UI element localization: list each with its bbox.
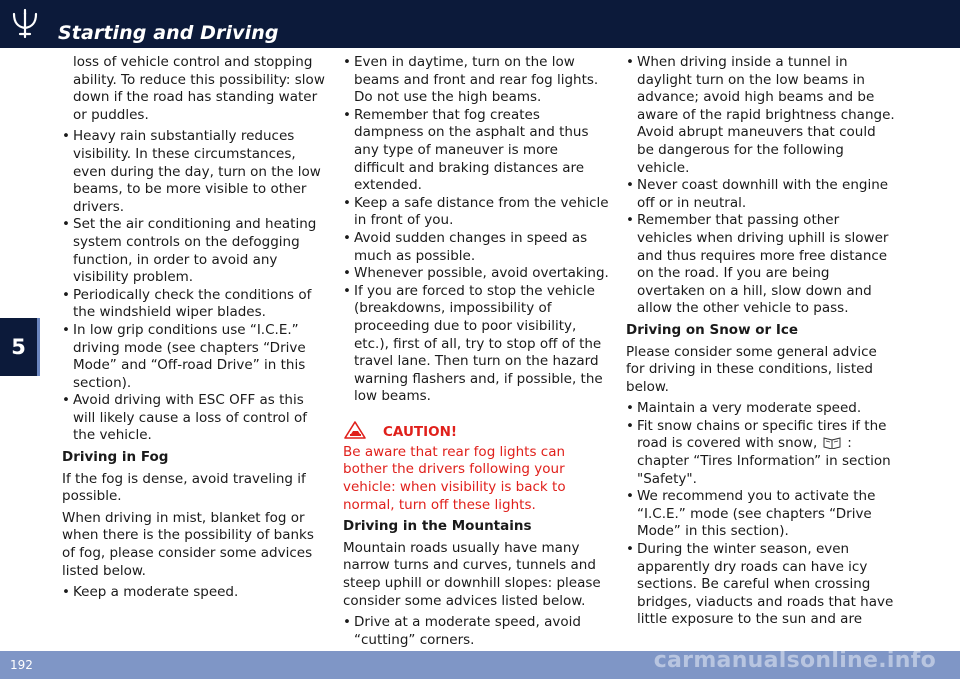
fog-bullet-list — [62, 584, 327, 602]
snow-chains-text: Fit snow chains or specific tires if the road is covered with snow, — [637, 417, 887, 452]
mountain-heading: Driving in the Mountains — [343, 518, 532, 535]
column-1 — [62, 54, 327, 606]
continued-paragraph: loss of vehicle control and stopping ability. To reduce this possibility: slow down if the road has standing water or puddles. — [73, 54, 325, 123]
snow-chains-ref-text: : chapter “Tires Information” in section "Safety". — [637, 435, 891, 487]
snow-heading: Driving on Snow or Ice — [626, 321, 799, 338]
watermark-text: carmanualsonline.info — [653, 648, 936, 673]
list-item: • In low grip conditions use “I.C.E.” driving mode (see chapters “Drive Mode” and “Off-road Drive” in this section). — [62, 322, 327, 392]
list-item: • Remember that fog creates dampness on the asphalt and thus any type of maneuver is more difficult and braking distances are extended. — [343, 107, 611, 195]
list-item: • If you are forced to stop the vehicle (breakdowns, impossibility of proceeding due to poor visibility, etc.), first of all, try to stop off of the travel lane. Then turn on the hazard warning flashers and, if possible, the low beams. — [343, 283, 611, 406]
list-item: • Avoid driving with ESC OFF as this will likely cause a loss of control of the vehicle. — [62, 392, 327, 445]
mountain-advice-list — [626, 54, 896, 318]
list-item: • Remember that passing other vehicles when driving uphill is slower and thus requires more free distance on the road. If you are being overtaken on a hill, slow down and allow the other vehicle to pass. — [626, 212, 896, 318]
list-item: • Never coast downhill with the engine off or in neutral. — [626, 177, 896, 212]
column-2 — [343, 54, 611, 653]
snow-paragraph: Please consider some general advice for driving in these conditions, listed below. — [626, 343, 877, 395]
caution-text: Be aware that rear fog lights can bother the drivers following your vehicle: when visibility is back to normal, turn off these lights. — [343, 443, 566, 513]
list-item: • Heavy rain substantially reduces visibility. In these circumstances, even during the day, turn on the low beams, to be more visible to other drivers. — [62, 128, 327, 216]
list-item: • Set the air conditioning and heating system controls on the defogging function, in order to avoid any visibility problem. — [62, 216, 327, 286]
mountain-bullet-list — [343, 614, 611, 649]
list-item — [626, 418, 896, 488]
list-item: • Periodically check the conditions of the windshield wiper blades. — [62, 287, 327, 322]
fog-heading: Driving in Fog — [62, 449, 169, 466]
mountain-paragraph: Mountain roads usually have many narrow turns and curves, tunnels and steep uphill or downhill slopes: please consider some advices listed below. — [343, 539, 601, 609]
caution-heading — [343, 420, 611, 442]
page-number: 192 — [10, 658, 33, 672]
list-item: • Maintain a very moderate speed. — [626, 400, 896, 418]
list-item: • Keep a moderate speed. — [62, 584, 327, 602]
chapter-tab[interactable]: 5 — [0, 318, 40, 376]
list-item: • During the winter season, even apparently dry roads can have icy sections. Be careful when crossing bridges, viaducts and roads that have little exposure to the sun and are — [626, 541, 896, 629]
car-warning-icon — [343, 420, 377, 442]
list-item: • We recommend you to activate the “I.C.E.” mode (see chapters “Drive Mode” in this section). — [626, 488, 896, 541]
page-header — [0, 0, 960, 48]
list-item: • Whenever possible, avoid overtaking. — [343, 265, 611, 283]
trident-logo-icon — [8, 8, 42, 40]
list-item: • Keep a safe distance from the vehicle in front of you. — [343, 195, 611, 230]
list-item: • Even in daytime, turn on the low beams and front and rear fog lights. Do not use the high beams. — [343, 54, 611, 107]
book-reference-icon — [823, 435, 841, 449]
list-item: • Drive at a moderate speed, avoid “cutting” corners. — [343, 614, 611, 649]
snow-bullet-list — [626, 400, 896, 629]
section-title: Starting and Driving — [58, 22, 279, 44]
fog-paragraph-1: If the fog is dense, avoid traveling if possible. — [62, 470, 306, 505]
fog-paragraph-2: When driving in mist, blanket fog or when there is the possibility of banks of fog, please consider some advices listed below. — [62, 509, 314, 579]
column-3 — [626, 54, 896, 633]
rain-bullet-list — [62, 128, 327, 445]
fog-advice-list — [343, 54, 611, 406]
list-item: • Avoid sudden changes in speed as much as possible. — [343, 230, 611, 265]
caution-label: CAUTION! — [383, 424, 458, 441]
list-item: • When driving inside a tunnel in daylight turn on the low beams in advance; avoid high beams and be aware of the rapid brightness change. Avoid abrupt maneuvers that could be dangerous for the following vehicle. — [626, 54, 896, 177]
